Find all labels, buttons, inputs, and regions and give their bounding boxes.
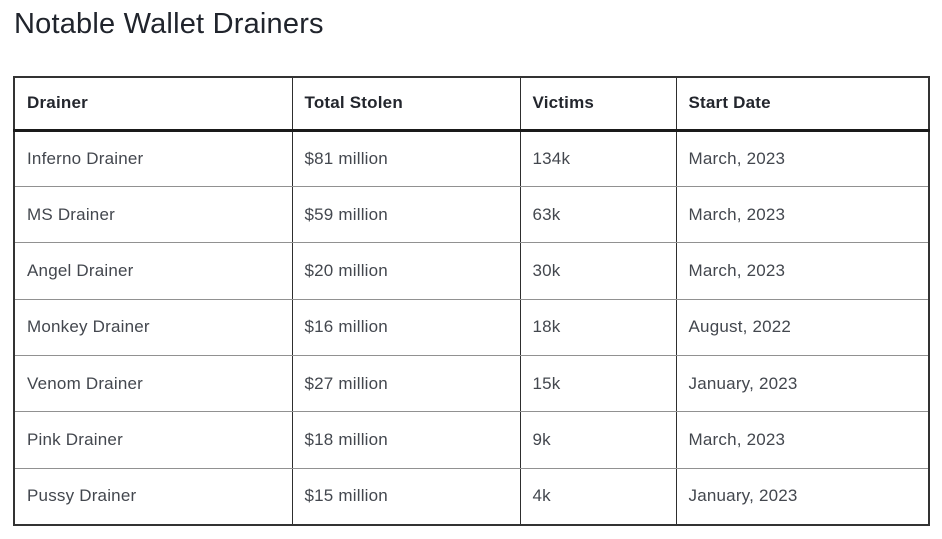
table-row: [14, 299, 929, 355]
cell-victims: 63k: [520, 186, 676, 242]
table-body: [14, 130, 929, 525]
cell-victims: 18k: [520, 299, 676, 355]
column-header-total-stolen: Total Stolen: [292, 77, 520, 130]
column-header-start-date: Start Date: [676, 77, 929, 130]
table-header: [14, 77, 929, 130]
cell-start-date: March, 2023: [676, 412, 929, 468]
cell-total-stolen: $20 million: [292, 243, 520, 299]
cell-victims: 4k: [520, 468, 676, 524]
header-row: [14, 77, 929, 130]
table-row: [14, 243, 929, 299]
cell-drainer: Pink Drainer: [14, 412, 292, 468]
table-row: [14, 412, 929, 468]
cell-total-stolen: $27 million: [292, 356, 520, 412]
table-row: [14, 356, 929, 412]
page-title: Notable Wallet Drainers: [14, 8, 324, 40]
column-header-victims: Victims: [520, 77, 676, 130]
table-row: [14, 186, 929, 242]
cell-drainer: Inferno Drainer: [14, 130, 292, 186]
table-row: [14, 468, 929, 524]
cell-victims: 9k: [520, 412, 676, 468]
table-row: [14, 130, 929, 186]
cell-start-date: March, 2023: [676, 243, 929, 299]
cell-start-date: January, 2023: [676, 356, 929, 412]
cell-total-stolen: $59 million: [292, 186, 520, 242]
cell-total-stolen: $18 million: [292, 412, 520, 468]
cell-total-stolen: $16 million: [292, 299, 520, 355]
cell-drainer: Monkey Drainer: [14, 299, 292, 355]
column-header-drainer: Drainer: [14, 77, 292, 130]
cell-start-date: August, 2022: [676, 299, 929, 355]
cell-victims: 30k: [520, 243, 676, 299]
cell-total-stolen: $15 million: [292, 468, 520, 524]
cell-victims: 134k: [520, 130, 676, 186]
cell-victims: 15k: [520, 356, 676, 412]
wallet-drainers-table: [13, 76, 930, 526]
cell-total-stolen: $81 million: [292, 130, 520, 186]
cell-start-date: March, 2023: [676, 130, 929, 186]
cell-start-date: January, 2023: [676, 468, 929, 524]
cell-drainer: MS Drainer: [14, 186, 292, 242]
cell-drainer: Venom Drainer: [14, 356, 292, 412]
cell-drainer: Angel Drainer: [14, 243, 292, 299]
cell-start-date: March, 2023: [676, 186, 929, 242]
cell-drainer: Pussy Drainer: [14, 468, 292, 524]
